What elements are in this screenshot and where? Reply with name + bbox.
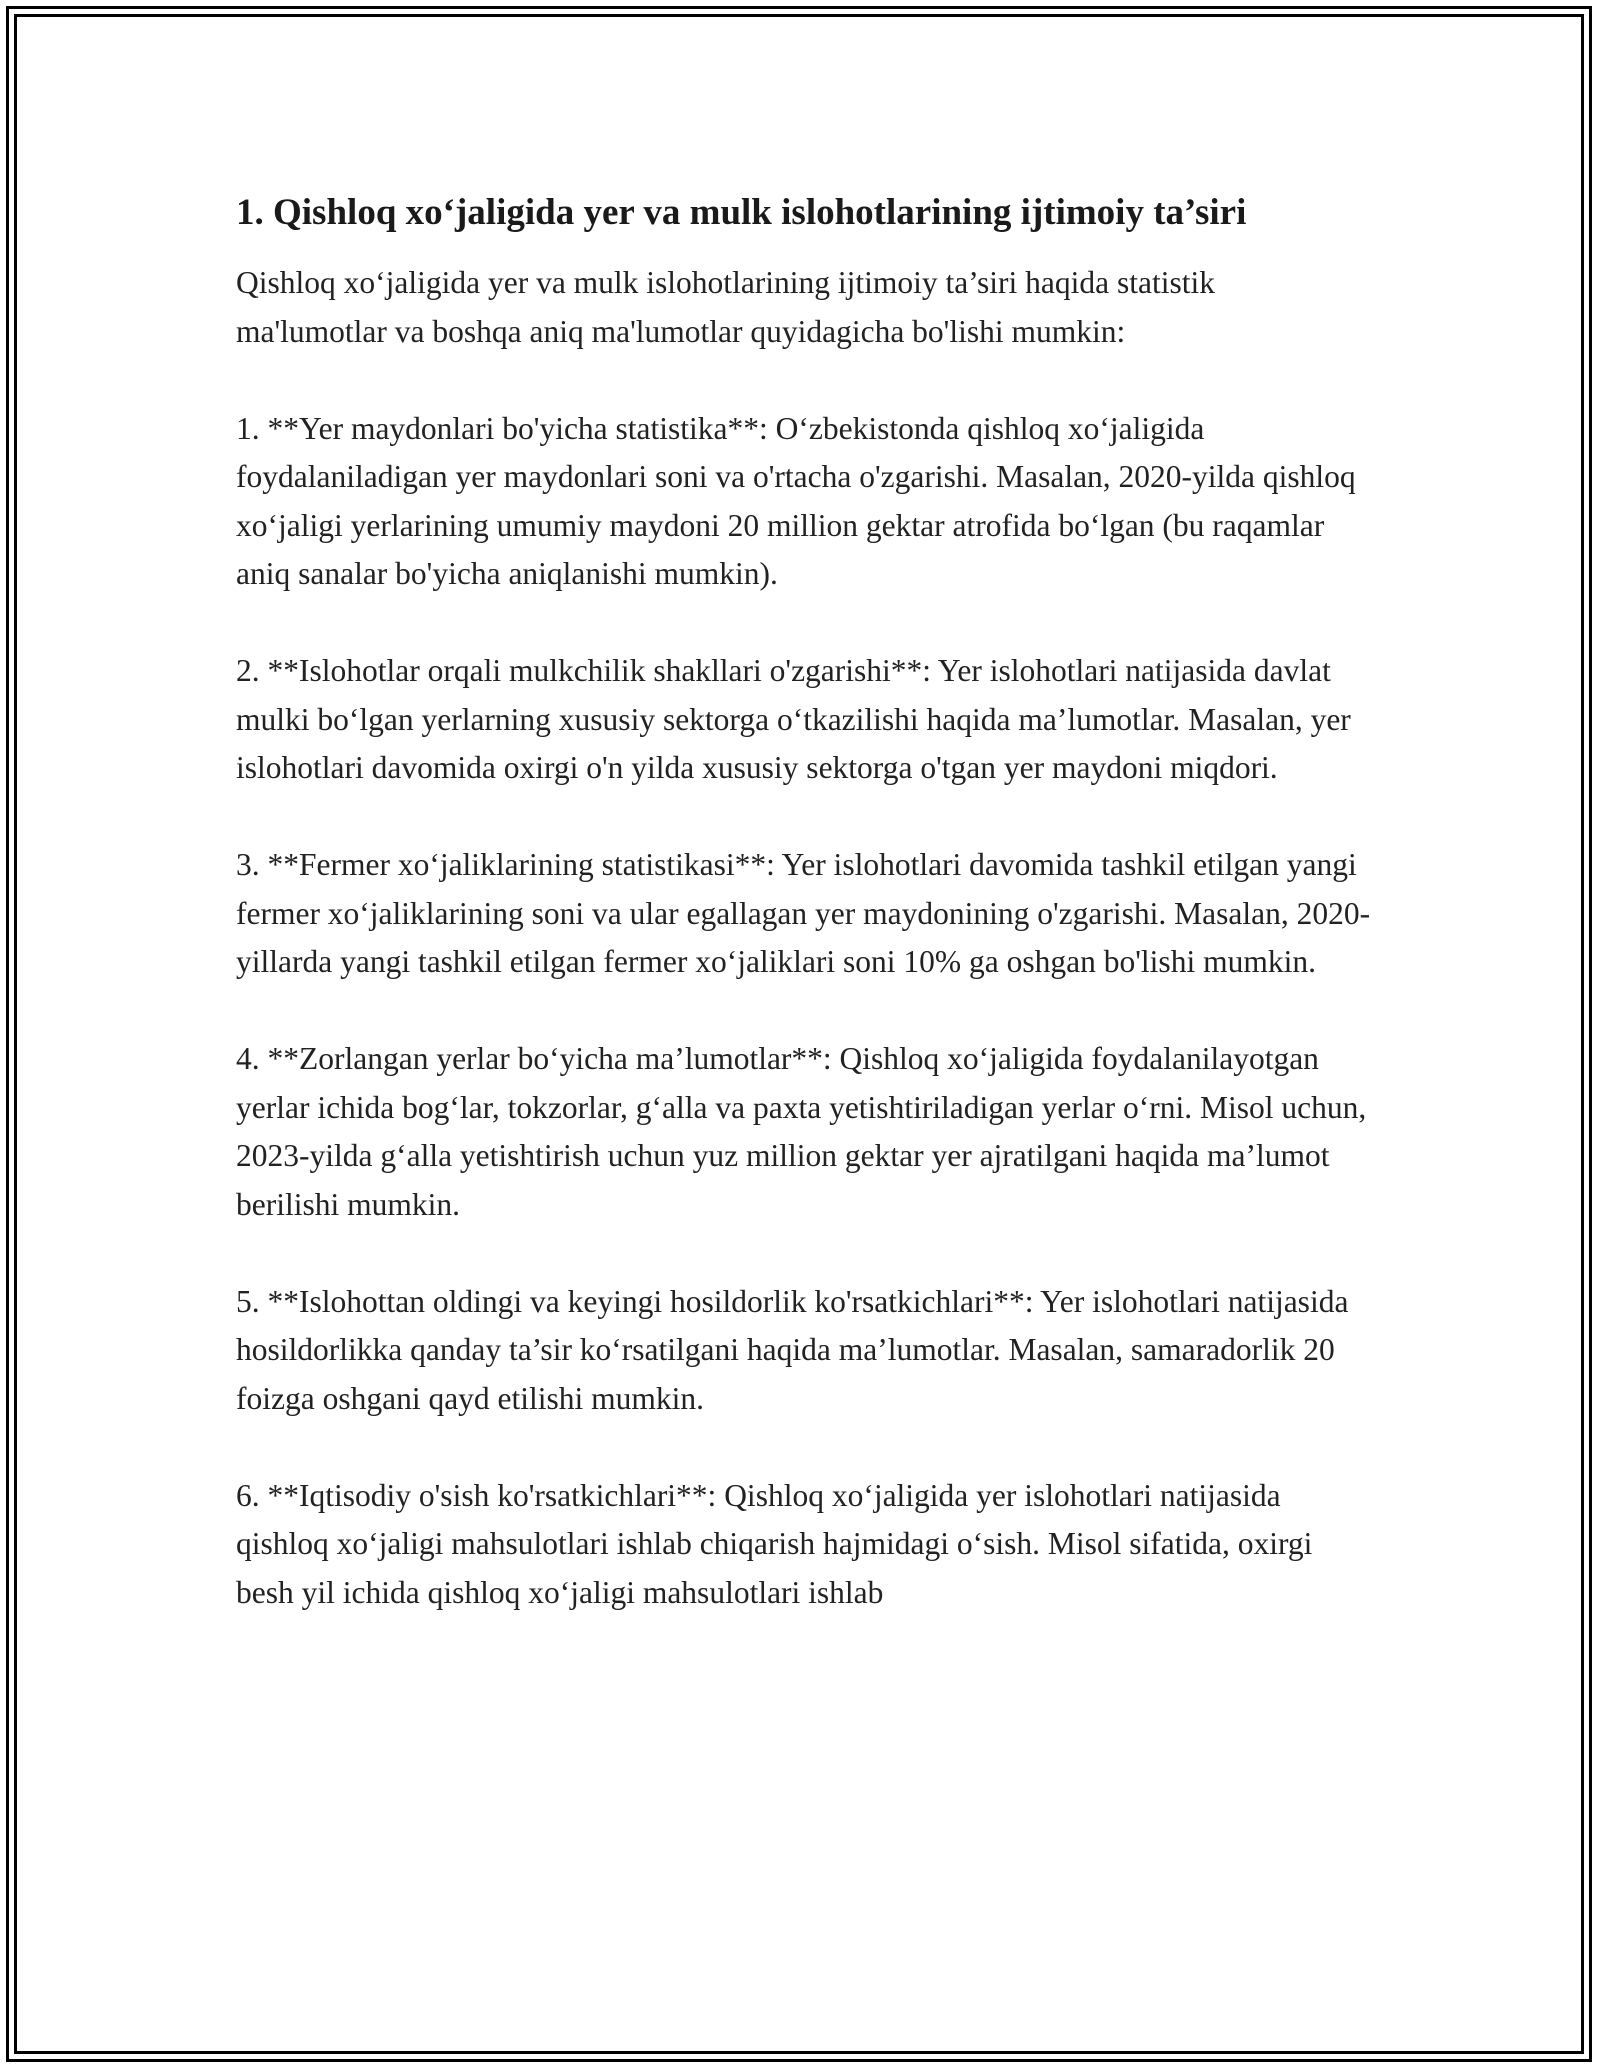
list-item-land-use-data: 4. **Zorlangan yerlar bo‘yicha ma’lumotlar**: Qishloq xo‘jaligida foydalanilayotgan yerlar ichida bog‘lar, tokzorlar, g‘alla va paxta yetishtiriladigan yerlar o‘rni. Misol uchun, 2023-yilda g‘alla yetishtirish uchun yuz million gektar yer ajratilgani haqida ma’lumot berilishi mumkin. (236, 1041, 1367, 1222)
list-item-farm-statistics: 3. **Fermer xo‘jaliklarining statistikasi**: Yer islohotlari davomida tashkil etilgan yangi fermer xo‘jaliklarining soni va ular egallagan yer maydonining o'zgarishi. Masalan, 2020-yillarda yangi tashkil etilgan fermer xo‘jaliklari soni 10% ga oshgan bo'lishi mumkin. (236, 847, 1371, 979)
intro-paragraph: Qishloq xo‘jaligida yer va mulk islohotlarining ijtimoiy ta’siri haqida statistik ma'lumotlar va boshqa aniq ma'lumotlar quyidagicha bo'lishi mumkin: (236, 265, 1216, 349)
list-item-ownership-changes: 2. **Islohotlar orqali mulkchilik shakllari o'zgarishi**: Yer islohotlari natijasida davlat mulki bo‘lgan yerlarning xususiy sektorga o‘tkazilishi haqida ma’lumotlar. Masalan, yer islohotlari davomida oxirgi o'n yilda xususiy sektorga o'tgan yer maydoni miqdori. (236, 653, 1351, 785)
document-body (236, 186, 1371, 1666)
list-item-economic-growth: 6. **Iqtisodiy o'sish ko'rsatkichlari**: Qishloq xo‘jaligida yer islohotlari natijasida qishloq xo‘jaligi mahsulotlari ishlab chiqarish hajmidagi o‘sish. Misol sifatida, oxirgi besh yil ichida qishloq xo‘jaligi mahsulotlari ishlab (236, 1477, 1313, 1610)
list-item-land-statistics: 1. **Yer maydonlari bo'yicha statistika**: O‘zbekistonda qishloq xo‘jaligida foydalaniladigan yer maydonlari soni va o'rtacha o'zgarishi. Masalan, 2020-yilda qishloq xo‘jaligi yerlarining umumiy maydoni 20 million gektar atrofida bo‘lgan (bu raqamlar aniq sanalar bo'yicha aniqlanishi mumkin). (236, 410, 1356, 591)
list-item-productivity: 5. **Islohottan oldingi va keyingi hosildorlik ko'rsatkichlari**: Yer islohotlari natijasida hosildorlikka qanday ta’sir ko‘rsatilgani haqida ma’lumotlar. Masalan, samaradorlik 20 foizga oshgani qayd etilishi mumkin. (236, 1283, 1349, 1416)
section-heading: 1. Qishloq xo‘jaligida yer va mulk islohotlarining ijtimoiy ta’siri (236, 192, 1247, 233)
